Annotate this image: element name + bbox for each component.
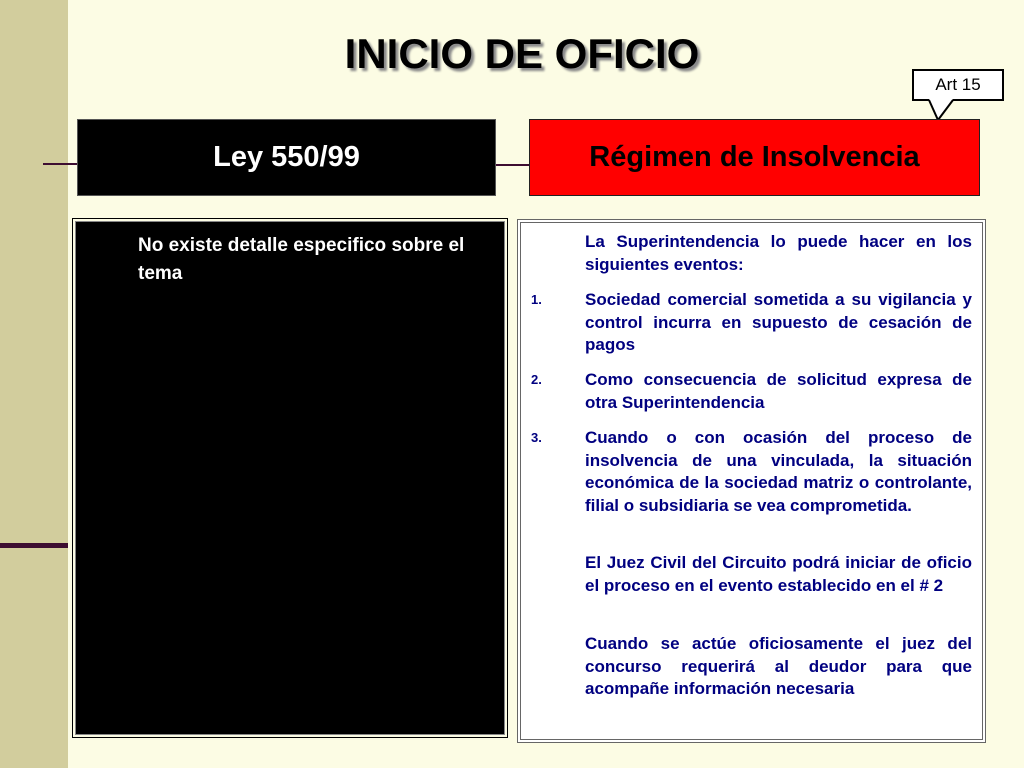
ley-panel: [75, 221, 505, 735]
ley-header: [77, 119, 496, 196]
ley-panel-text: No existe detalle especifico sobre el tema: [138, 235, 465, 284]
sidebar-decoration: [0, 0, 68, 768]
list-item: Como consecuencia de solicitud expresa de otra Superintendencia: [585, 370, 972, 412]
sidebar-accent-bar: [0, 543, 68, 548]
regimen-panel-inner: [520, 222, 983, 740]
list-number: 2.: [531, 372, 542, 387]
list-number: 1.: [531, 292, 542, 307]
regimen-header-label: Régimen de Insolvencia: [589, 141, 920, 173]
art-callout: Art 15: [912, 69, 1004, 101]
juez-paragraph: El Juez Civil del Circuito podrá iniciar de oficio el proceso en el evento establecido en el # 2: [585, 553, 972, 595]
list-item: Sociedad comercial sometida a su vigilancia y control incurra en supuesto de cesación de pagos: [585, 290, 972, 354]
connector-line-left: [43, 163, 79, 165]
ley-header-label: Ley 550/99: [213, 141, 360, 173]
page-title: INICIO DE OFICIO: [344, 30, 700, 77]
concurso-paragraph: Cuando se actúe oficiosamente el juez del concurso requerirá al deudor para que acompañe información necesaria: [585, 634, 972, 698]
regimen-header: [529, 119, 980, 196]
regimen-intro: La Superintendencia lo puede hacer en los siguientes eventos:: [585, 232, 972, 274]
list-item: Cuando o con ocasión del proceso de insolvencia de una vinculada, la situación económica de la sociedad matriz o controlante, filial o subsidiaria se vea comprometida.: [585, 428, 972, 515]
connector-line-middle: [495, 164, 531, 166]
regimen-panel: [517, 219, 986, 743]
list-number: 3.: [531, 430, 542, 445]
